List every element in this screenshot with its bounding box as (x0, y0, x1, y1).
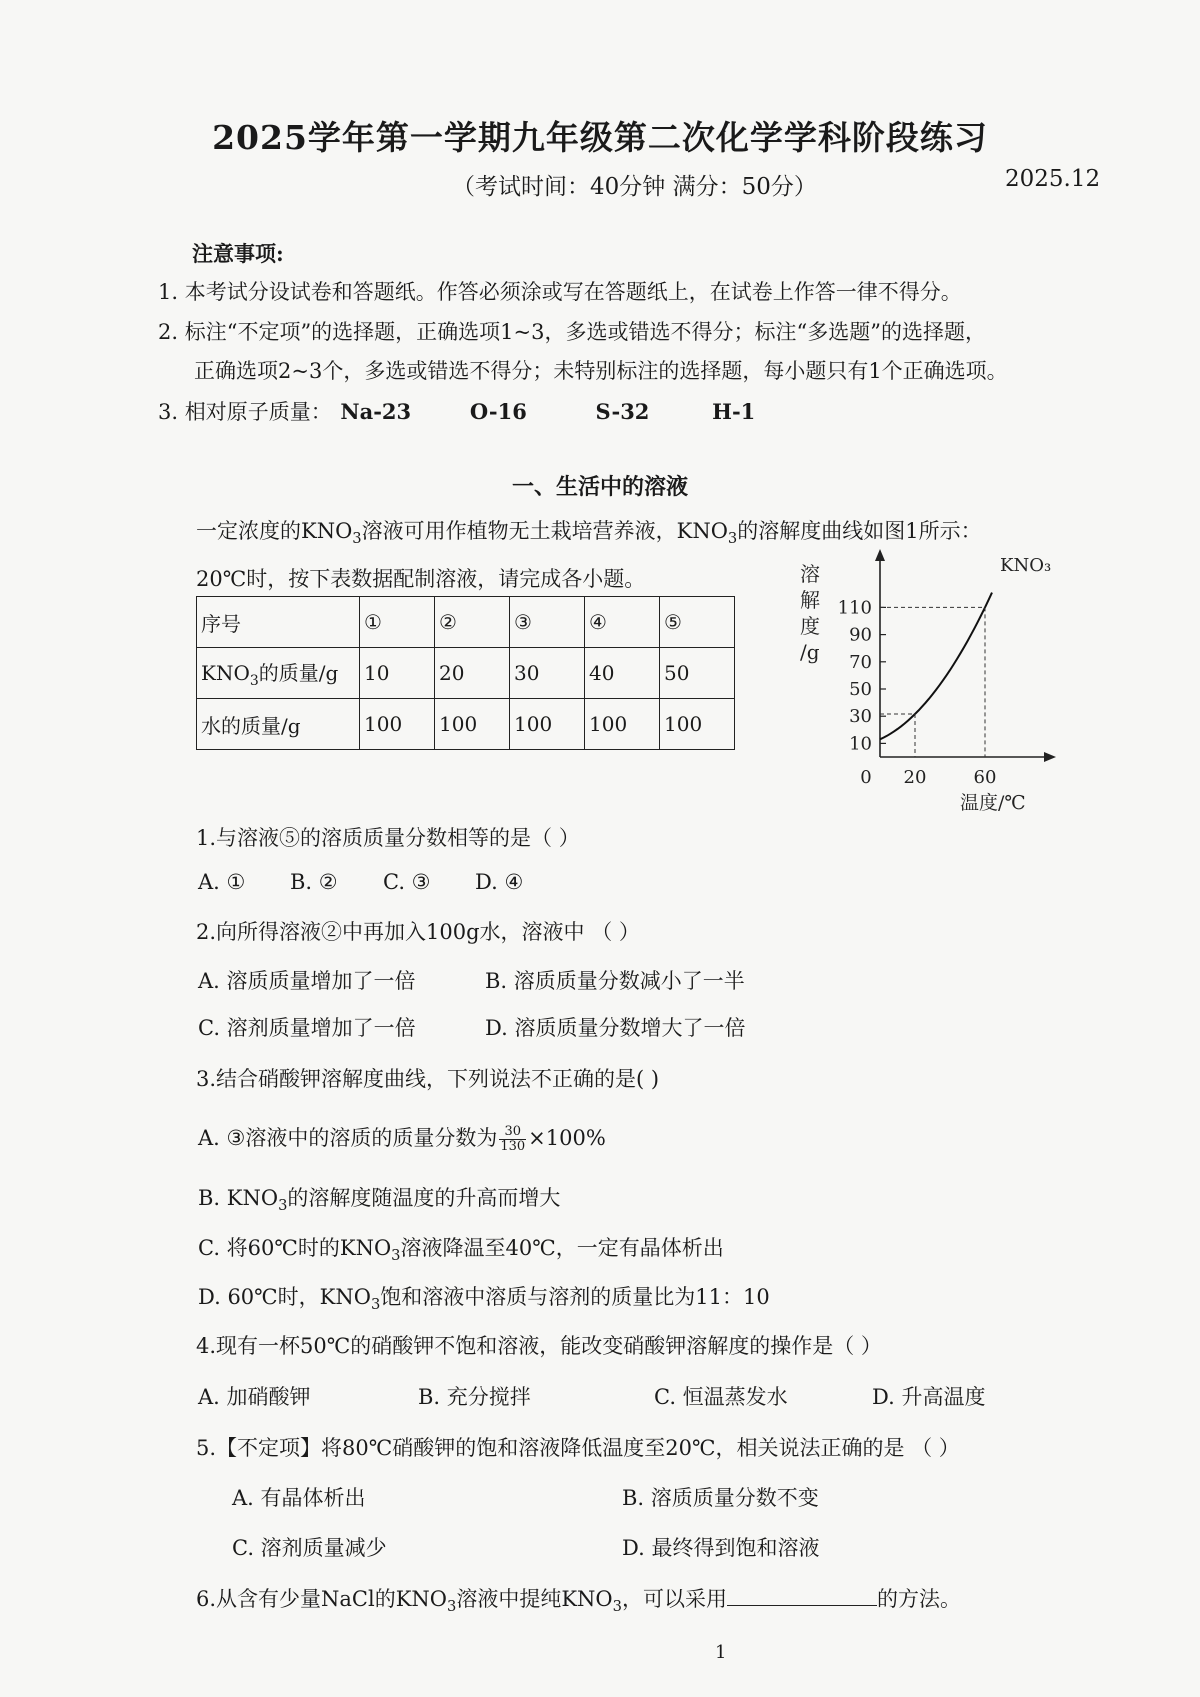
table-cell: 100 (510, 699, 585, 750)
y-axis-label: 解 (800, 588, 820, 612)
q4-option-b: B. 充分搅拌 (418, 1385, 531, 1409)
q3-stem: 3.结合硝酸钾溶解度曲线，下列说法不正确的是( ) (196, 1067, 660, 1091)
table-cell: 30 (510, 648, 585, 699)
table-cell: 100 (435, 699, 510, 750)
q6-stem: 6.从含有少量NaCl的$KNO_3$溶液中提纯$KNO_3$，可以采用 的方法。 (196, 1587, 961, 1616)
q2-option-c: C. 溶剂质量增加了一倍 (198, 1016, 416, 1040)
table-cell: 水的质量/g (197, 699, 360, 750)
q5-stem: 5.【不定项】将80℃硝酸钾的饱和溶液降低温度至20℃，相关说法正确的是 （ ） (196, 1436, 960, 1460)
notice-item-3 (158, 396, 755, 426)
y-tick-label: 50 (849, 679, 872, 700)
y-tick-label: 70 (849, 651, 872, 673)
exam-date: 2025.12 (1005, 166, 1101, 192)
mass-o: O-16 (469, 399, 527, 424)
table-cell: 40 (585, 648, 660, 699)
x-tick-label: 0 (860, 767, 872, 788)
table-cell: 序号 (197, 597, 360, 648)
table-cell: ③ (510, 597, 585, 648)
y-axis-arrow (875, 549, 885, 561)
page-number: 1 (715, 1642, 727, 1663)
intro-line-1: 一定浓度的$KNO_3$溶液可用作植物无土栽培营养液，$KNO_3$的溶解度曲线如图1所示： (196, 519, 982, 548)
q3-option-d: D. 60℃时，$KNO_3$饱和溶液中溶质与溶剂的质量比为11：10 (198, 1285, 770, 1314)
table-cell: 50 (660, 648, 735, 699)
table-cell: 10 (360, 648, 435, 699)
notice-item-2-cont: 正确选项2~3个，多选或错选不得分；未特别标注的选择题，每小题只有1个正确选项。 (194, 359, 1008, 383)
q5-option-c: C. 溶剂质量减少 (232, 1536, 387, 1560)
table-cell: ⑤ (660, 597, 735, 648)
mass-na: Na-23 (340, 399, 412, 424)
q4-stem: 4.现有一杯50℃的硝酸钾不饱和溶液，能改变硝酸钾溶解度的操作是（ ） (196, 1334, 882, 1358)
table-cell: 100 (660, 699, 735, 750)
q4-option-c: C. 恒温蒸发水 (654, 1385, 788, 1409)
table-row-header (197, 597, 735, 648)
answer-blank[interactable] (727, 1587, 877, 1606)
exam-title: 2025学年第一学期九年级第二次化学学科阶段练习 (212, 118, 988, 157)
table-cell: 20 (435, 648, 510, 699)
x-axis-label: 温度/℃ (960, 792, 1026, 814)
q2-stem: 2.向所得溶液②中再加入100g水，溶液中 （ ） (196, 920, 640, 944)
q1-stem: 1.与溶液⑤的溶质质量分数相等的是（ ） (196, 826, 580, 850)
solubility-chart (780, 545, 1060, 835)
notice-item-2: 2. 标注“不定项”的选择题，正确选项1~3，多选或错选不得分；标注“多选题”的选择题， (158, 320, 986, 344)
q2-option-d: D. 溶质质量分数增大了一倍 (485, 1016, 746, 1040)
series-label: KNO₃ (1000, 555, 1052, 576)
q1-option-d: D. ④ (475, 870, 524, 894)
q2-option-a: A. 溶质质量增加了一倍 (198, 969, 416, 993)
mass-h: H-1 (712, 399, 756, 424)
table-cell: ② (435, 597, 510, 648)
notice-item-1: 1. 本考试分设试卷和答题纸。作答必须涂或写在答题纸上，在试卷上作答一律不得分。 (158, 280, 962, 304)
notice-heading: 注意事项: (192, 241, 284, 266)
mass-s: S-32 (595, 399, 650, 424)
y-tick-label: 10 (849, 733, 872, 755)
y-tick-label: 30 (849, 706, 872, 728)
y-tick-label: 90 (849, 624, 872, 646)
table-row-water (197, 699, 735, 750)
x-tick-label: 20 (903, 767, 927, 788)
fraction: $\frac{30}{130}$ (500, 1124, 526, 1154)
exam-subtitle: （考试时间：40分钟 满分：50分） (452, 174, 817, 200)
q5-option-b: B. 溶质质量分数不变 (622, 1486, 819, 1510)
table-cell: 100 (360, 699, 435, 750)
table-cell: ① (360, 597, 435, 648)
q3-option-a: A. ③溶液中的溶质的质量分数为 $\frac{30}{130}$ ×100% (198, 1124, 606, 1154)
kno3-curve (880, 593, 992, 740)
q5-option-a: A. 有晶体析出 (232, 1486, 366, 1510)
x-axis-arrow (1044, 752, 1056, 762)
q3-option-c: C. 将60℃时的$KNO_3$溶液降温至40℃，一定有晶体析出 (198, 1236, 724, 1265)
q1-option-a: A. ① (198, 870, 246, 894)
masses-label: 3. 相对原子质量： (158, 400, 332, 424)
section-title: 一、生活中的溶液 (511, 474, 688, 500)
q3-option-b: B. $KNO_3$的溶解度随温度的升高而增大 (198, 1186, 561, 1215)
q1-option-c: C. ③ (383, 870, 431, 894)
x-tick-label: 60 (973, 767, 997, 788)
table-cell: ④ (585, 597, 660, 648)
y-axis-label: 度 (800, 614, 820, 638)
q1-option-b: B. ② (290, 870, 338, 894)
q2-option-b: B. 溶质质量分数减小了一半 (485, 969, 745, 993)
y-axis-label: 溶 (800, 562, 820, 586)
y-tick-label: 110 (837, 597, 872, 619)
table-cell: 100 (585, 699, 660, 750)
y-axis-label: /g (800, 640, 820, 664)
intro-line-2: 20℃时，按下表数据配制溶液，请完成各小题。 (196, 567, 646, 591)
q4-option-d: D. 升高温度 (872, 1385, 986, 1409)
q4-option-a: A. 加硝酸钾 (198, 1385, 311, 1409)
table-cell: $KNO_3$的质量/g (197, 648, 360, 699)
solution-table (196, 596, 735, 750)
table-row-kno3 (197, 648, 735, 699)
q5-option-d: D. 最终得到饱和溶液 (622, 1536, 820, 1560)
